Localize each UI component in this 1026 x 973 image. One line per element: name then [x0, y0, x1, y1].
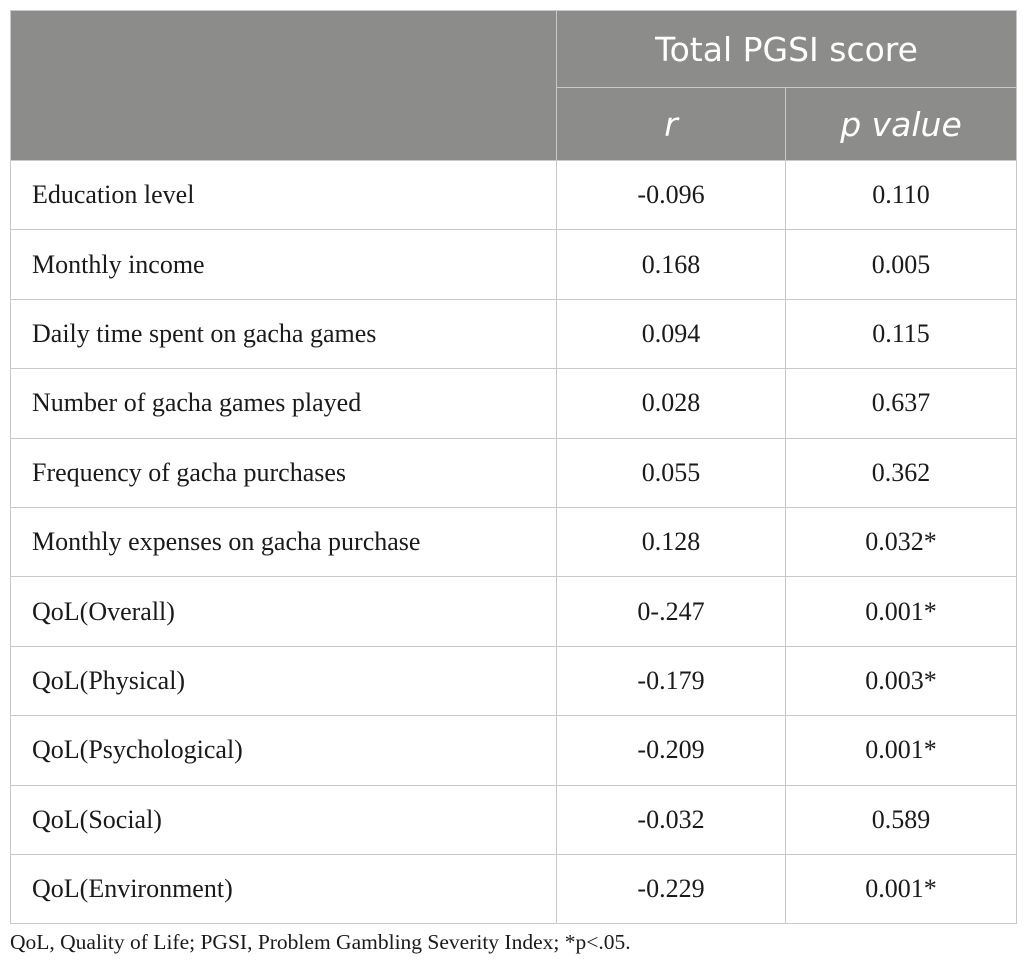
row-label: QoL(Environment) [11, 854, 557, 923]
row-p-value: 0.005 [786, 230, 1017, 299]
row-label: Education level [11, 161, 557, 230]
table-row [11, 507, 1017, 576]
row-label: QoL(Physical) [11, 646, 557, 715]
header-group-title: Total PGSI score [557, 11, 1017, 88]
table-row [11, 785, 1017, 854]
header-r: r [557, 88, 786, 161]
row-p-value: 0.115 [786, 299, 1017, 368]
table-footnote: QoL, Quality of Life; PGSI, Problem Gambling Severity Index; *p<.05. [10, 930, 631, 954]
row-r-value: -0.209 [557, 716, 786, 785]
row-label: QoL(Overall) [11, 577, 557, 646]
row-label: QoL(Social) [11, 785, 557, 854]
row-label: Number of gacha games played [11, 369, 557, 438]
correlation-table [10, 10, 1017, 924]
table-row [11, 577, 1017, 646]
row-p-value: 0.110 [786, 161, 1017, 230]
row-r-value: 0.128 [557, 507, 786, 576]
table-row [11, 438, 1017, 507]
row-p-value: 0.003* [786, 646, 1017, 715]
row-r-value: -0.096 [557, 161, 786, 230]
table-header [11, 11, 1017, 161]
row-p-value: 0.589 [786, 785, 1017, 854]
row-r-value: -0.032 [557, 785, 786, 854]
row-r-value: 0.168 [557, 230, 786, 299]
table-row [11, 161, 1017, 230]
row-label: Monthly income [11, 230, 557, 299]
row-p-value: 0.362 [786, 438, 1017, 507]
row-r-value: 0.055 [557, 438, 786, 507]
row-r-value: 0.094 [557, 299, 786, 368]
row-p-value: 0.032* [786, 507, 1017, 576]
row-p-value: 0.001* [786, 716, 1017, 785]
row-label: QoL(Psychological) [11, 716, 557, 785]
row-p-value: 0.001* [786, 854, 1017, 923]
table-row [11, 230, 1017, 299]
header-blank-cell [11, 11, 557, 161]
row-label: Daily time spent on gacha games [11, 299, 557, 368]
row-label: Frequency of gacha purchases [11, 438, 557, 507]
row-r-value: -0.179 [557, 646, 786, 715]
table-row [11, 369, 1017, 438]
row-r-value: -0.229 [557, 854, 786, 923]
table-row [11, 646, 1017, 715]
table-row [11, 299, 1017, 368]
row-p-value: 0.001* [786, 577, 1017, 646]
table-body [11, 161, 1017, 924]
row-label: Monthly expenses on gacha purchase [11, 507, 557, 576]
row-p-value: 0.637 [786, 369, 1017, 438]
row-r-value: 0-.247 [557, 577, 786, 646]
row-r-value: 0.028 [557, 369, 786, 438]
correlation-table-container [10, 10, 1016, 924]
header-p-value: p value [786, 88, 1017, 161]
table-row [11, 854, 1017, 923]
table-row [11, 716, 1017, 785]
